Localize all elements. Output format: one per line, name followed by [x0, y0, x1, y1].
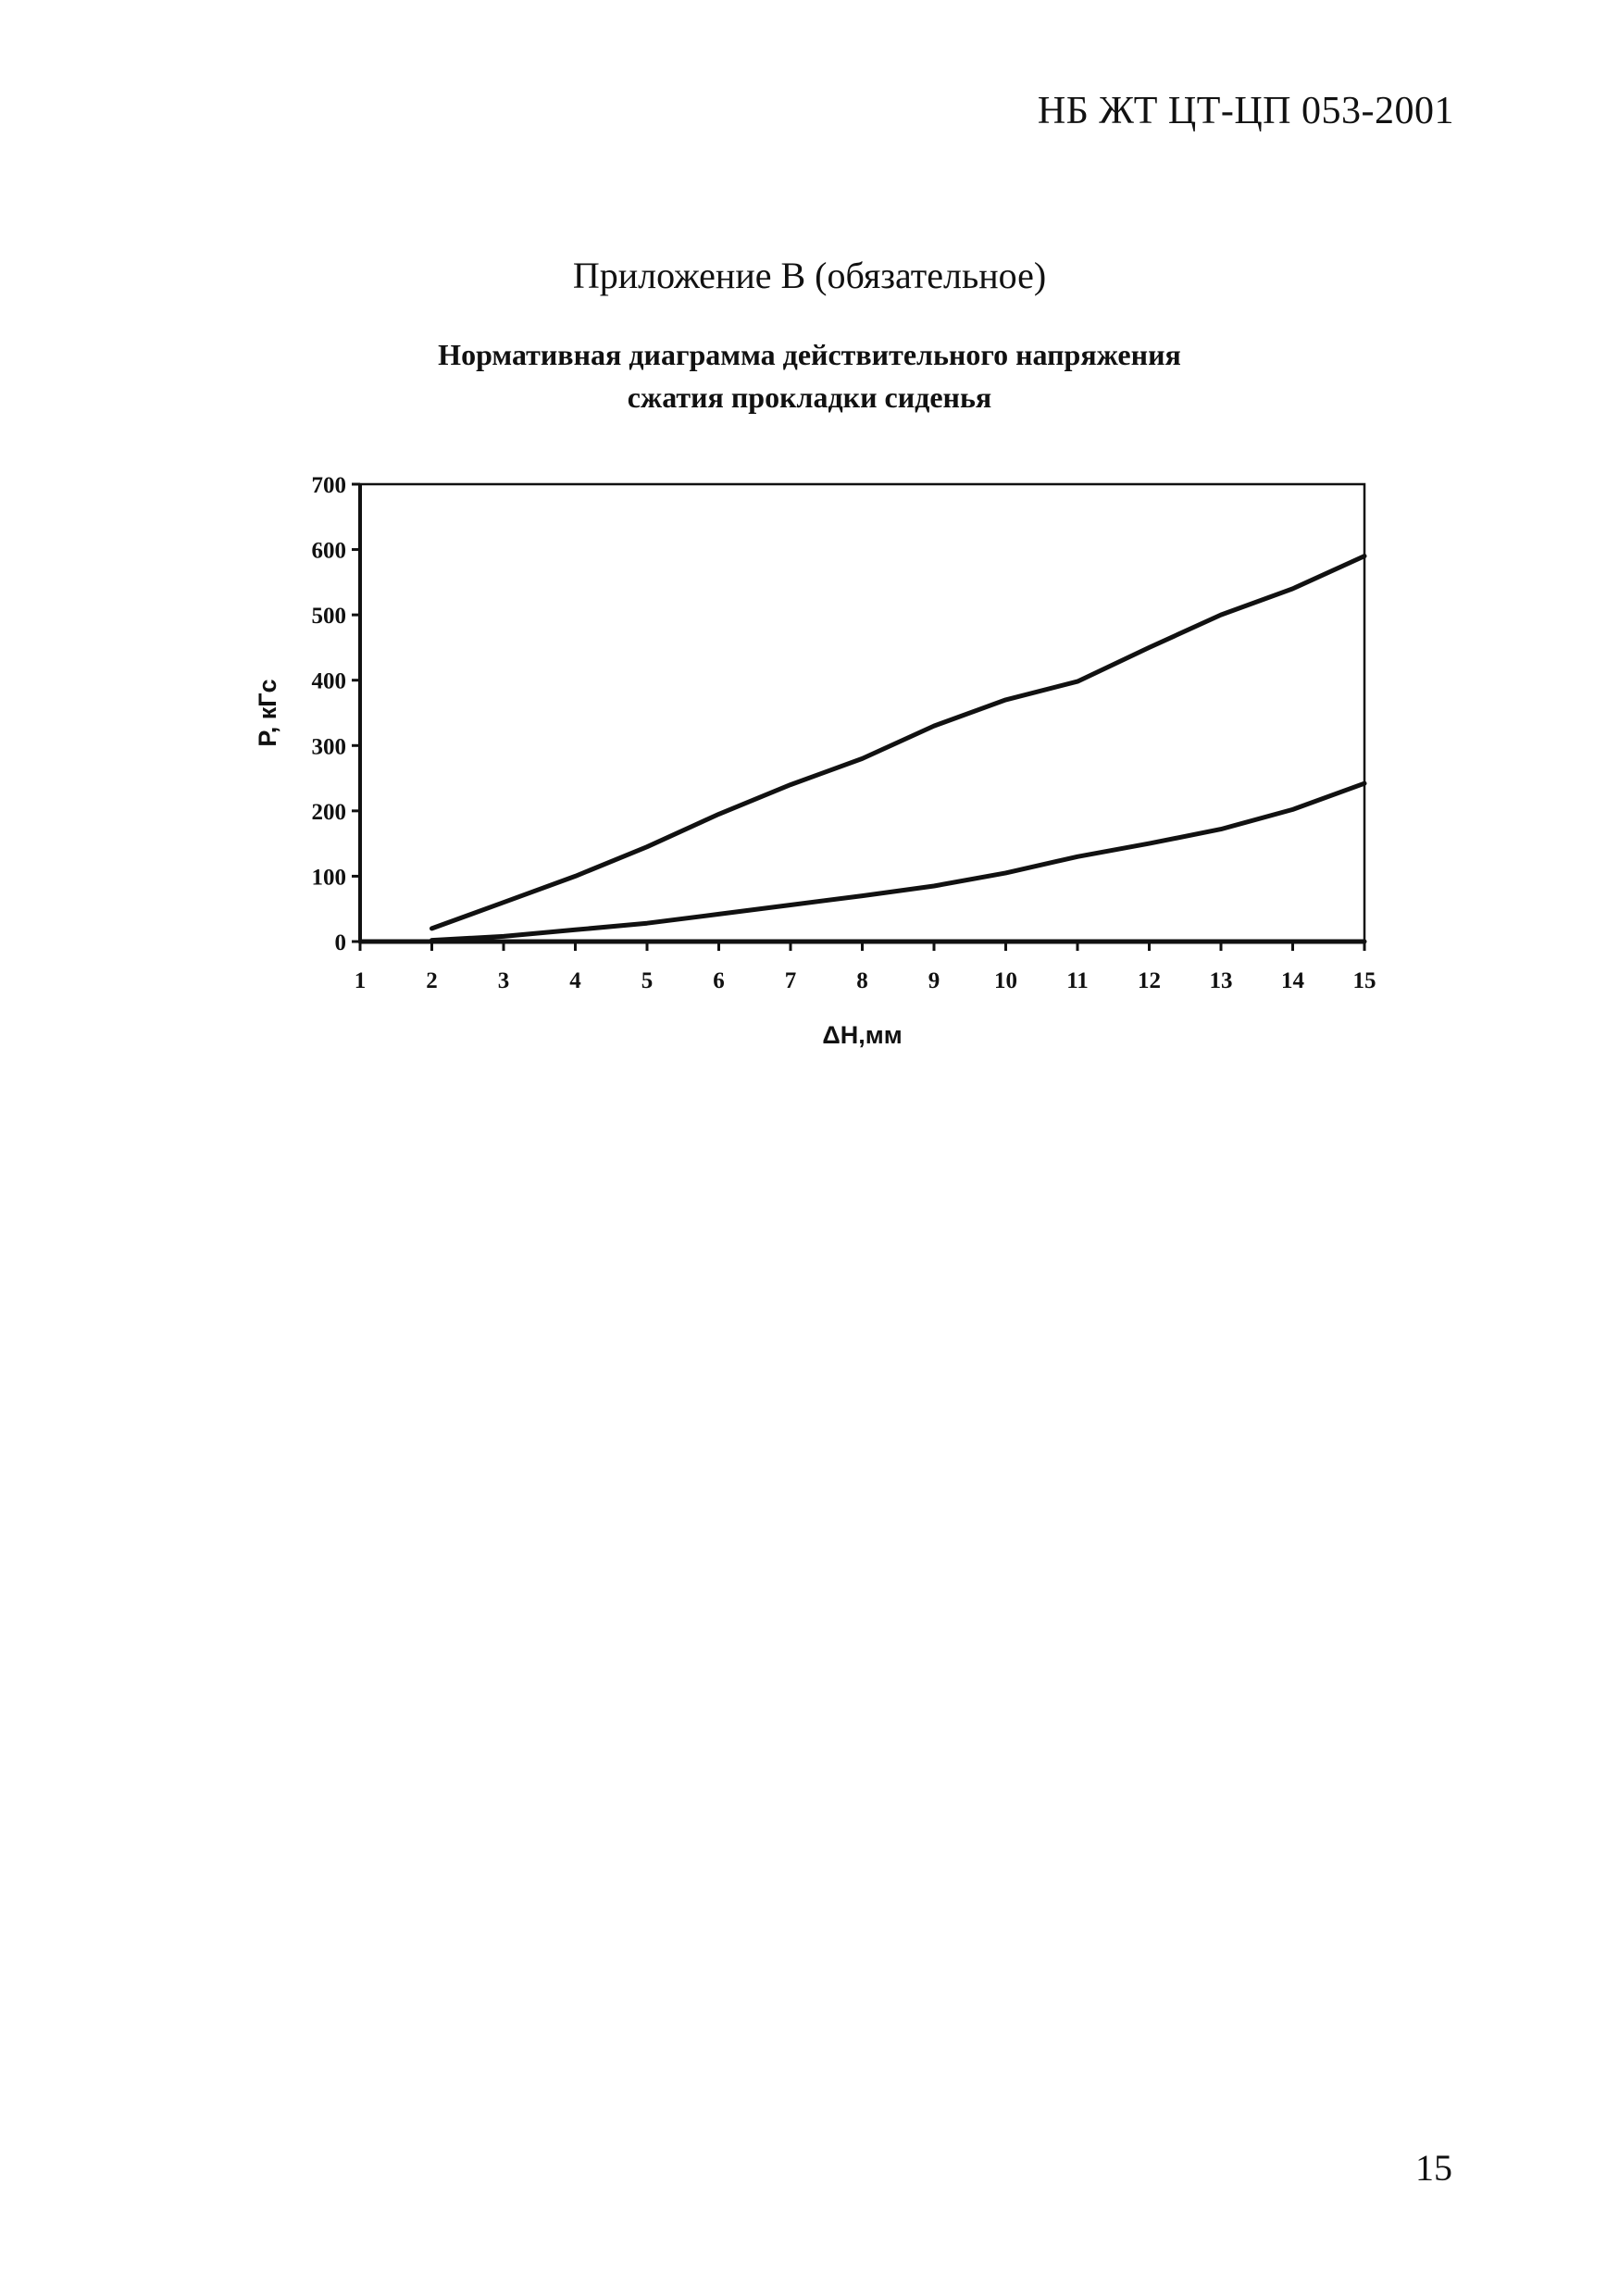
document-code: НБ ЖТ ЦТ-ЦП 053-2001: [1037, 90, 1454, 132]
y-tick-label: 600: [311, 538, 346, 564]
x-tick-label: 6: [713, 968, 725, 993]
y-tick-label: 300: [311, 734, 346, 760]
y-tick-label: 100: [311, 865, 346, 891]
x-tick-label: 11: [1066, 968, 1089, 993]
x-tick-label: 5: [641, 968, 654, 993]
page-number: 15: [1415, 2147, 1452, 2189]
series-line-1: [432, 556, 1365, 929]
compression-chart: [222, 463, 1389, 1092]
y-tick-label: 500: [311, 604, 346, 630]
plot-frame: [360, 484, 1364, 942]
y-axis-label: Р, кГс: [254, 679, 281, 747]
x-axis-label: ΔН,мм: [822, 1021, 903, 1049]
appendix-title: Приложение В (обязательное): [572, 255, 1047, 296]
x-tick-label: 10: [994, 968, 1017, 993]
x-tick-label: 15: [1352, 968, 1376, 993]
x-tick-label: 9: [928, 968, 940, 993]
x-tick-label: 8: [856, 968, 868, 993]
diagram-title: [0, 333, 1619, 418]
y-tick-label: 700: [311, 473, 346, 498]
diagram-title-line-1: Нормативная диаграмма действительного напряжения: [438, 338, 1181, 371]
y-tick-label: 0: [334, 930, 346, 955]
x-tick-label: 13: [1209, 968, 1233, 993]
y-tick-label: 400: [311, 668, 346, 694]
x-tick-label: 3: [497, 968, 510, 993]
y-tick-label: 200: [311, 799, 346, 825]
x-tick-label: 7: [784, 968, 797, 993]
x-tick-label: 2: [426, 968, 438, 993]
diagram-title-line-2: сжатия прокладки сиденья: [627, 381, 992, 414]
chart-plot-area: [254, 473, 1376, 1049]
x-tick-label: 14: [1281, 968, 1304, 993]
x-tick-label: 12: [1138, 968, 1161, 993]
x-tick-label: 1: [354, 968, 367, 993]
x-tick-label: 4: [569, 968, 581, 993]
series-line-2: [432, 783, 1365, 940]
